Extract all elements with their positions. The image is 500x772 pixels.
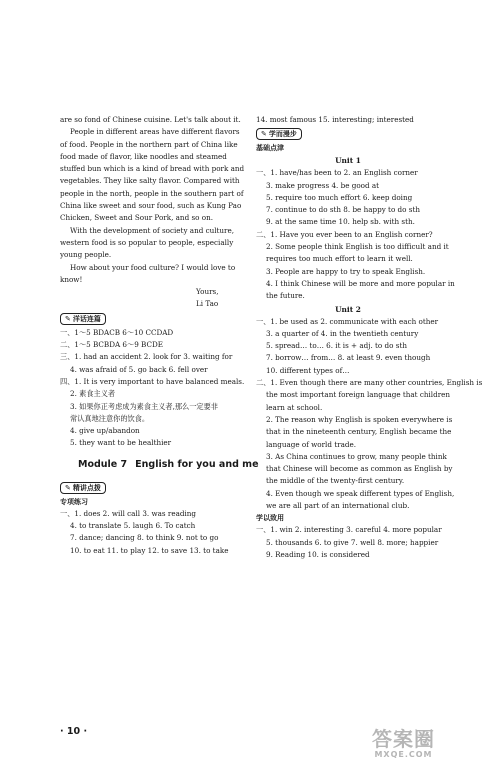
subheading-xueyi: 学以致用 xyxy=(256,514,284,523)
answer-line: 四、1. It is very important to have balanced meals. xyxy=(60,376,245,386)
unit-2-title: Unit 2 xyxy=(335,304,361,314)
watermark-logo xyxy=(372,728,435,760)
paragraph-line: young people. xyxy=(60,250,112,260)
answer-line: 二、1. Have you ever been to an English corner? xyxy=(256,229,433,239)
answer-line: 2. The reason why English is spoken everywhere is xyxy=(266,414,453,424)
answers-unit-1 xyxy=(256,167,455,302)
module-name: English for you and me xyxy=(135,458,259,470)
paragraph-line: How about your food culture? I would love to xyxy=(70,262,236,272)
answer-line: requires too much effort to learn it well. xyxy=(266,254,413,264)
book-icon: ✎ xyxy=(261,130,267,139)
left-column xyxy=(60,114,259,557)
answer-line: we are all part of an international club. xyxy=(266,501,410,511)
answer-line: 9. Reading 10. is considered xyxy=(266,549,370,559)
paragraph-line: of food. People in the northern part of China like xyxy=(60,139,238,149)
module-title xyxy=(78,456,259,474)
section-heading-yanghua: ✎ 洋话连篇 xyxy=(60,313,106,325)
answers-xueyi xyxy=(256,524,440,561)
answers-zhuanxiang xyxy=(60,508,236,557)
letter-paragraph-1 xyxy=(60,114,241,126)
letter-paragraph-3 xyxy=(60,225,236,262)
answer-line: 10. to eat 11. to play 12. to save 13. to take xyxy=(70,545,229,555)
book-icon: ✎ xyxy=(65,483,71,492)
section-heading-jingjiang: ✎ 精讲点拨 xyxy=(60,482,106,494)
paragraph-line: vegetables. They like salty flavor. Compared with xyxy=(60,176,240,186)
module-label: Module 7 xyxy=(78,458,128,470)
letter-paragraph-4 xyxy=(60,262,236,287)
answer-line: 5. they want to be healthier xyxy=(70,438,172,448)
section-heading-xueer: ✎ 学而漫步 xyxy=(256,128,302,140)
answer-line: 3. make progress 4. be good at xyxy=(266,180,380,190)
right-column xyxy=(256,114,483,561)
answer-line: 一、1. be used as 2. communicate with each other xyxy=(256,316,439,326)
answer-line: 2. Some people think English is too difficult and it xyxy=(266,242,449,252)
answer-line: 7. borrow… from… 8. at least 9. even though xyxy=(266,353,431,363)
answer-line: 10. different types of… xyxy=(266,365,350,375)
answer-line: 3. a quarter of 4. in the twentieth century xyxy=(266,328,419,338)
answer-line: 2. 素食主义者 xyxy=(70,389,116,399)
answer-line: 常认真地注意你的饮食。 xyxy=(70,413,150,423)
page-number: · 10 · xyxy=(60,726,88,737)
answer-line: language of world trade. xyxy=(266,439,356,449)
answer-line: 3. 如果你正考虑成为素食主义者,那么一定要非 xyxy=(70,401,218,411)
answer-line: the future. xyxy=(266,291,305,301)
answer-line: 5. spread… to… 6. it is + adj. to do sth xyxy=(266,341,407,351)
answer-line: 一、1. have/has been to 2. an English corner xyxy=(256,168,418,178)
paragraph-line: people in the north, people in the southern part of xyxy=(60,188,244,198)
answer-line: 4. I think Chinese will be more and more popular in xyxy=(266,278,455,288)
answer-line: 一、1. does 2. will call 3. was reading xyxy=(60,508,196,518)
answer-line: 3. People are happy to try to speak English. xyxy=(266,266,426,276)
answer-line: 三、1. had an accident 2. look for 3. waiting for xyxy=(60,352,233,362)
letter-signature xyxy=(60,286,236,311)
unit-1-title: Unit 1 xyxy=(335,156,361,166)
book-icon: ✎ xyxy=(65,314,71,323)
paragraph-line: know! xyxy=(60,274,83,284)
answer-line: 二、1～5 BCBDA 6～9 BCDE xyxy=(60,340,163,350)
answer-line: 3. As China continues to grow, many people think xyxy=(266,451,447,461)
answer-line: that in the nineteenth century, English became the xyxy=(266,427,452,437)
answer-line: the middle of the twenty-first century. xyxy=(266,476,405,486)
letter-paragraph-2 xyxy=(60,126,245,224)
signature-line: Li Tao xyxy=(196,299,219,309)
paragraph-line: China like sweet and sour food, such as Kung Pao xyxy=(60,201,242,211)
answer-line: 7. dance; dancing 8. to think 9. not to go xyxy=(70,533,219,543)
answer-line: 4. to translate 5. laugh 6. To catch xyxy=(70,521,196,531)
answer-line: 9. at the same time 10. help sb. with sth. xyxy=(266,217,415,227)
answer-line: the most important foreign language that children xyxy=(266,390,451,400)
subheading-jichu: 基础点津 xyxy=(256,144,284,153)
paragraph-line: food made of flavor, like noodles and steamed xyxy=(60,151,227,161)
watermark-url: MXQE.COM xyxy=(374,750,433,759)
paragraph-line: Chicken, Sweet and Sour Pork, and so on. xyxy=(60,213,213,223)
paragraph-line: stuffed bun which is a kind of bread with pork and xyxy=(60,164,245,174)
answer-line: 一、1～5 BDACB 6～10 CCDAD xyxy=(60,327,174,337)
watermark-text: 答案圈 xyxy=(372,727,435,751)
answers-unit-2 xyxy=(256,316,483,513)
answers-yanghua xyxy=(60,327,245,450)
answer-line: 7. continue to do sth 8. be happy to do sth xyxy=(266,205,420,215)
paragraph-line: are so fond of Chinese cuisine. Let's talk about it. xyxy=(60,115,241,124)
answer-line: that Chinese will become as common as English by xyxy=(266,464,453,474)
answer-line: 4. was afraid of 5. go back 6. fell over xyxy=(70,364,208,374)
answer-line: learn at school. xyxy=(266,402,323,412)
paragraph-line: People in different areas have different flavors xyxy=(70,127,240,137)
answer-line: 5. thousands 6. to give 7. well 8. more; happier xyxy=(266,537,439,547)
answer-line: 14. most famous 15. interesting; interested xyxy=(256,115,414,124)
answer-line: 二、1. Even though there are many other countries, English is xyxy=(256,378,483,388)
signature-line: Yours, xyxy=(196,287,219,297)
subheading-zhuanxiang: 专项练习 xyxy=(60,497,88,506)
answer-line: 一、1. win 2. interesting 3. careful 4. more popular xyxy=(256,525,442,535)
answer-line: 4. Even though we speak different types of English, xyxy=(266,488,455,498)
paragraph-line: With the development of society and culture, xyxy=(70,225,235,235)
answer-line: 5. require too much effort 6. keep doing xyxy=(266,192,413,202)
answer-line: 4. give up/abandon xyxy=(70,426,140,436)
paragraph-line: western food is so popular to people, especially xyxy=(60,237,234,247)
